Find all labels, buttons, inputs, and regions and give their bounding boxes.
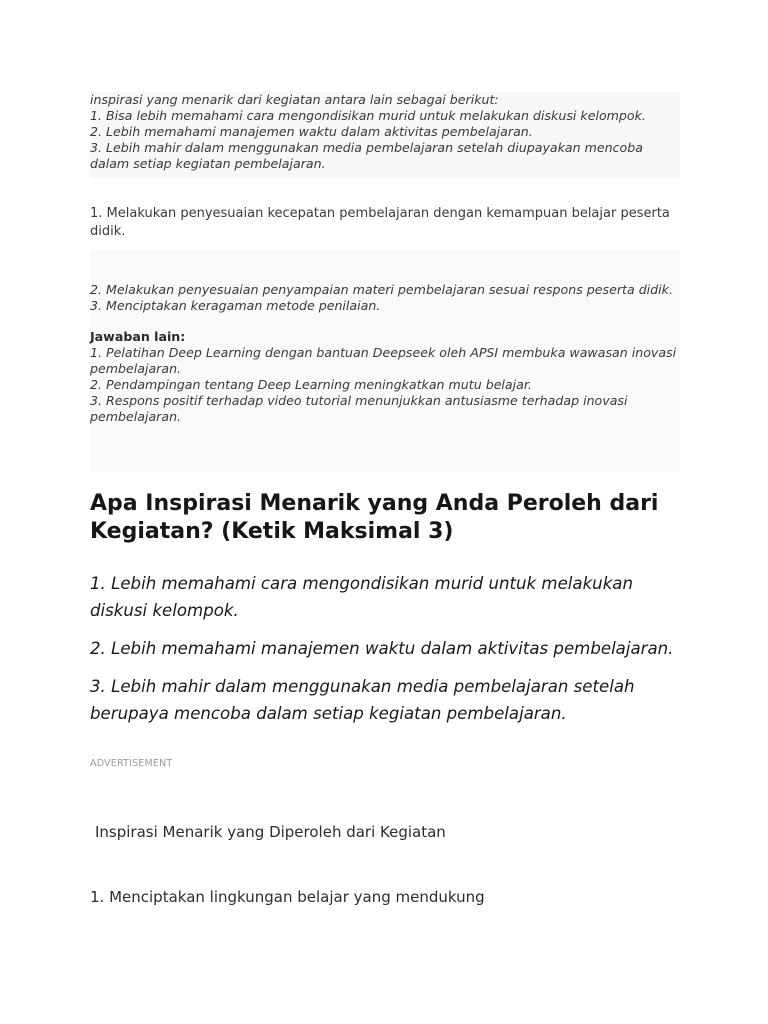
list-item: 2. Melakukan penyesuaian penyampaian materi pembelajaran sesuai respons peserta didik. (90, 282, 673, 297)
list-item: 1. Menciptakan lingkungan belajar yang mendukung (90, 888, 485, 906)
list-item: 2. Pendampingan tentang Deep Learning meningkatkan mutu belajar. (90, 377, 532, 392)
quoted-block-mid (90, 250, 680, 472)
list-item: 3. Lebih mahir dalam menggunakan media pembelajaran setelah diupayakan mencoba dalam setiap kegiatan pembelajaran. (90, 140, 643, 171)
plain-list-item-block (90, 205, 680, 241)
list-item: 3. Menciptakan keragaman metode penilaian. (90, 298, 381, 313)
answer-list (90, 570, 690, 738)
quoted-block-top (90, 92, 680, 178)
advertisement-label: ADVERTISEMENT (90, 758, 173, 769)
list-item: 2. Lebih memahami manajemen waktu dalam aktivitas pembelajaran. (90, 124, 533, 139)
answer-item: 1. Lebih memahami cara mengondisikan murid untuk melakukan diskusi kelompok. (90, 574, 633, 620)
answer-item: 2. Lebih memahami manajemen waktu dalam aktivitas pembelajaran. (90, 639, 674, 658)
other-answers-label: Jawaban lain: (90, 329, 186, 344)
subheading: Inspirasi Menarik yang Diperoleh dari Kegiatan (95, 823, 446, 841)
intro-line: inspirasi yang menarik dari kegiatan antara lain sebagai berikut: (90, 92, 499, 107)
list-item: 1. Pelatihan Deep Learning dengan bantuan Deepseek oleh APSI membuka wawasan inovasi pembelajaran. (90, 345, 677, 376)
list-item: 1. Melakukan penyesuaian kecepatan pembelajaran dengan kemampuan belajar peserta didik. (90, 206, 670, 239)
answer-item: 3. Lebih mahir dalam menggunakan media pembelajaran setelah berupaya mencoba dalam setiap kegiatan pembelajaran. (90, 677, 635, 723)
list-item: 1. Bisa lebih memahami cara mengondisikan murid untuk melakukan diskusi kelompok. (90, 108, 646, 123)
section-heading: Apa Inspirasi Menarik yang Anda Peroleh dari Kegiatan? (Ketik Maksimal 3) (90, 491, 659, 544)
list-item: 3. Respons positif terhadap video tutorial menunjukkan antusiasme terhadap inovasi pembelajaran. (90, 393, 628, 424)
